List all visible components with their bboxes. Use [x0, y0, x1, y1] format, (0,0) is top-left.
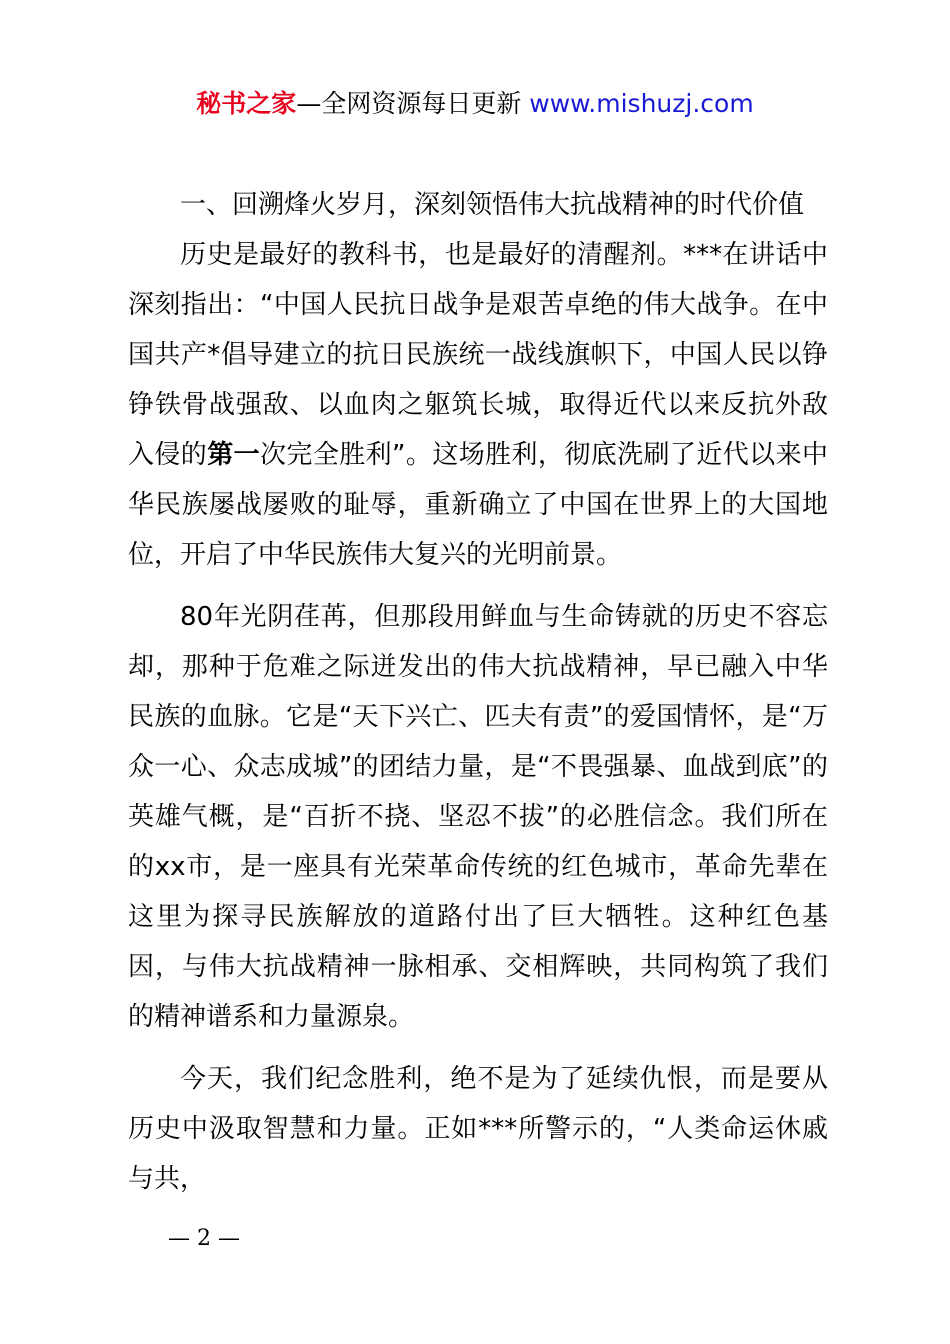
header-tagline: —全网资源每日更新 — [296, 89, 530, 118]
paragraph-1-bold: 第一 — [207, 440, 261, 470]
paragraph-1 — [128, 230, 828, 580]
paragraph-3: 今天，我们纪念胜利，绝不是为了延续仇恨，而是要从历史中汲取智慧和力量。正如***所警示的，“人类命运休戚与共， — [128, 1064, 828, 1194]
brand-name: 秘书之家 — [196, 89, 297, 118]
site-url-link[interactable]: www.mishuzj.com — [529, 89, 754, 118]
page-number: — 2 — — [168, 1226, 240, 1251]
section-heading: 一、回溯烽火岁月，深刻领悟伟大抗战精神的时代价值 — [180, 190, 805, 220]
paragraph-gap — [128, 1042, 828, 1054]
document-body — [128, 180, 828, 1204]
paragraph-1-text-a: 历史是最好的教科书，也是最好的清醒剂。***在讲话中深刻指出：“中国人民抗日战争是艰苦卓绝的伟大战争。在中国共产*倡导建立的抗日民族统一战线旗帜下，中国人民以铮铮铁骨战强敌、以血肉之躯筑长城，取得近代以来反抗外敌入侵的 — [128, 240, 828, 470]
paragraph-1-text-b: 次完全胜利”。这场胜利，彻底洗刷了近代以来中华民族屡战屡败的耻辱，重新确立了中国在世界上的大国地位，开启了中华民族伟大复兴的光明前景。 — [128, 440, 828, 570]
paragraph-2: 80年光阴荏苒，但那段用鲜血与生命铸就的历史不容忘却，那种于危难之际迸发出的伟大抗战精神，早已融入中华民族的血脉。它是“天下兴亡、匹夫有责”的爱国情怀，是“万众一心、众志成城”的团结力量，是“不畏强暴、血战到底”的英雄气概，是“百折不挠、坚忍不拔”的必胜信念。我们所在的xx市，是一座具有光荣革命传统的红色城市，革命先辈在这里为探寻民族解放的道路付出了巨大牺牲。这种红色基因，与伟大抗战精神一脉相承、交相辉映，共同构筑了我们的精神谱系和力量源泉。 — [128, 602, 828, 1032]
paragraph-gap — [128, 580, 828, 592]
site-header — [0, 86, 950, 122]
